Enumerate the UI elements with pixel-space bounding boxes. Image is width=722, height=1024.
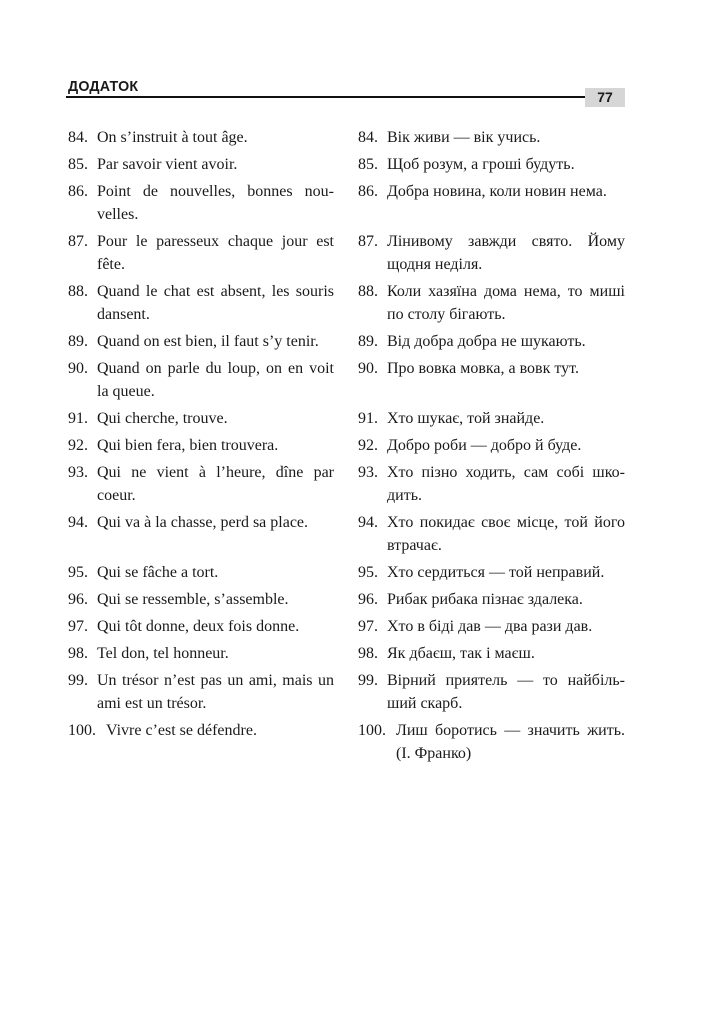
proverb-number: 88. [68,283,88,300]
proverb-number: 92. [358,437,378,454]
proverb-number: 84. [358,129,378,146]
ukrainian-proverb-item [358,153,625,176]
proverb-text: Quand le chat est absent, les souris dansent. [97,283,334,323]
french-proverb-item [68,407,334,430]
proverb-text: On s’instruit à tout âge. [97,129,248,146]
ukrainian-proverb-item [358,588,625,611]
proverb-number: 98. [358,645,378,662]
proverb-number: 97. [68,618,88,635]
proverb-text: Вік живи — вік учись. [387,129,541,146]
proverb-number: 85. [358,156,378,173]
proverb-text: Point de nouvelles, bonnes nou-velles. [97,183,334,223]
proverb-text: Хто шукає, той знайде. [387,410,545,427]
french-proverb-item [68,511,334,557]
proverb-text: Quand on parle du loup, on en voit la queue. [97,360,334,400]
ukrainian-proverb-item [358,357,625,403]
french-proverb-item [68,561,334,584]
proverb-text: Хто в біді дав — два рази дав. [387,618,593,635]
proverb-number: 93. [358,464,378,481]
french-proverb-item [68,357,334,403]
proverb-text: Qui se ressemble, s’assemble. [97,591,289,608]
proverb-number: 87. [68,233,88,250]
french-proverb-item [68,642,334,665]
ukrainian-proverb-item [358,719,625,765]
proverb-number: 99. [68,672,88,689]
proverb-text: Хто сердиться — той неправий. [387,564,605,581]
proverb-number: 86. [68,183,88,200]
proverb-text: Vivre c’est se défendre. [106,722,257,739]
french-proverb-item [68,615,334,638]
french-proverb-item [68,330,334,353]
proverb-number: 94. [68,514,88,531]
proverb-number: 84. [68,129,88,146]
proverb-text: Qui se fâche a tort. [97,564,219,581]
proverb-number: 96. [358,591,378,608]
ukrainian-proverb-item [358,511,625,557]
proverb-number: 97. [358,618,378,635]
proverb-number: 95. [68,564,88,581]
proverb-number: 98. [68,645,88,662]
french-proverbs-column [68,126,334,769]
proverb-number: 87. [358,233,378,250]
proverb-number: 92. [68,437,88,454]
french-proverb-item [68,280,334,326]
proverb-text: Хто покидає своє місце, той його втрачає. [387,514,625,554]
ukrainian-proverb-item [358,434,625,457]
proverb-text: Tel don, tel honneur. [97,645,229,662]
proverb-number: 90. [68,360,88,377]
french-proverb-item [68,126,334,149]
proverb-text: Як дбаєш, так і маєш. [387,645,535,662]
french-proverb-item [68,153,334,176]
proverb-number: 96. [68,591,88,608]
french-proverb-item [68,180,334,226]
proverb-text: Хто пізно ходить, сам собі шко-дить. [387,464,625,504]
french-proverb-item [68,588,334,611]
proverb-number: 89. [68,333,88,350]
header-rule [66,96,586,98]
ukrainian-proverbs-column [358,126,625,769]
proverb-text: Про вовка мовка, а вовк тут. [387,360,579,377]
proverb-number: 85. [68,156,88,173]
ukrainian-proverb-item [358,126,625,149]
proverb-text: Добра новина, коли новин нема. [387,183,607,200]
ukrainian-proverb-item [358,669,625,715]
proverb-text: Pour le paresseux chaque jour est fête. [97,233,334,273]
french-proverb-item [68,434,334,457]
proverb-text: Щоб розум, а гроші будуть. [387,156,575,173]
proverb-text: Добро роби — добро й буде. [387,437,582,454]
french-proverb-item [68,669,334,715]
section-title: ДОДАТОК [68,78,139,95]
proverb-number: 91. [68,410,88,427]
proverb-text: Un trésor n’est pas un ami, mais un ami est un trésor. [97,672,334,712]
proverb-number: 90. [358,360,378,377]
proverb-text: Qui ne vient à l’heure, dîne par coeur. [97,464,334,504]
ukrainian-proverb-item [358,642,625,665]
ukrainian-proverb-item [358,280,625,326]
proverb-number: 93. [68,464,88,481]
proverb-text: Qui cherche, trouve. [97,410,228,427]
proverb-text: Коли хазяїна дома нема, то миші по столу бігають. [387,283,625,323]
french-proverb-item [68,230,334,276]
page-number: 77 [585,88,625,107]
ukrainian-proverb-item [358,615,625,638]
ukrainian-proverb-item [358,561,625,584]
proverb-number: 94. [358,514,378,531]
proverb-number: 89. [358,333,378,350]
ukrainian-proverb-item [358,461,625,507]
proverb-text: Від добра добра не шукають. [387,333,586,350]
ukrainian-proverb-item [358,407,625,430]
french-proverb-item [68,719,334,765]
proverb-text: Вірний приятель — то найбіль-ший скарб. [387,672,625,712]
proverb-text: Par savoir vient avoir. [97,156,238,173]
proverb-text: Qui tôt donne, deux fois donne. [97,618,300,635]
proverb-number: 91. [358,410,378,427]
french-proverb-item [68,461,334,507]
proverb-number: 100. [68,722,96,739]
proverb-number: 88. [358,283,378,300]
proverb-number: 95. [358,564,378,581]
ukrainian-proverb-item [358,330,625,353]
proverb-text: Рибак рибака пізнає здалека. [387,591,583,608]
ukrainian-proverb-item [358,230,625,276]
proverb-text: Qui va à la chasse, perd sa place. [97,514,309,531]
proverb-text: Лиш боротись — значить жить. (І. Франко) [396,722,625,762]
proverb-number: 86. [358,183,378,200]
proverb-text: Quand on est bien, il faut s’y tenir. [97,333,319,350]
proverb-text: Лінивому завжди свято. Йому щодня неділя. [387,233,625,273]
proverb-number: 99. [358,672,378,689]
proverb-number: 100. [358,722,386,739]
proverb-text: Qui bien fera, bien trouvera. [97,437,279,454]
ukrainian-proverb-item [358,180,625,226]
